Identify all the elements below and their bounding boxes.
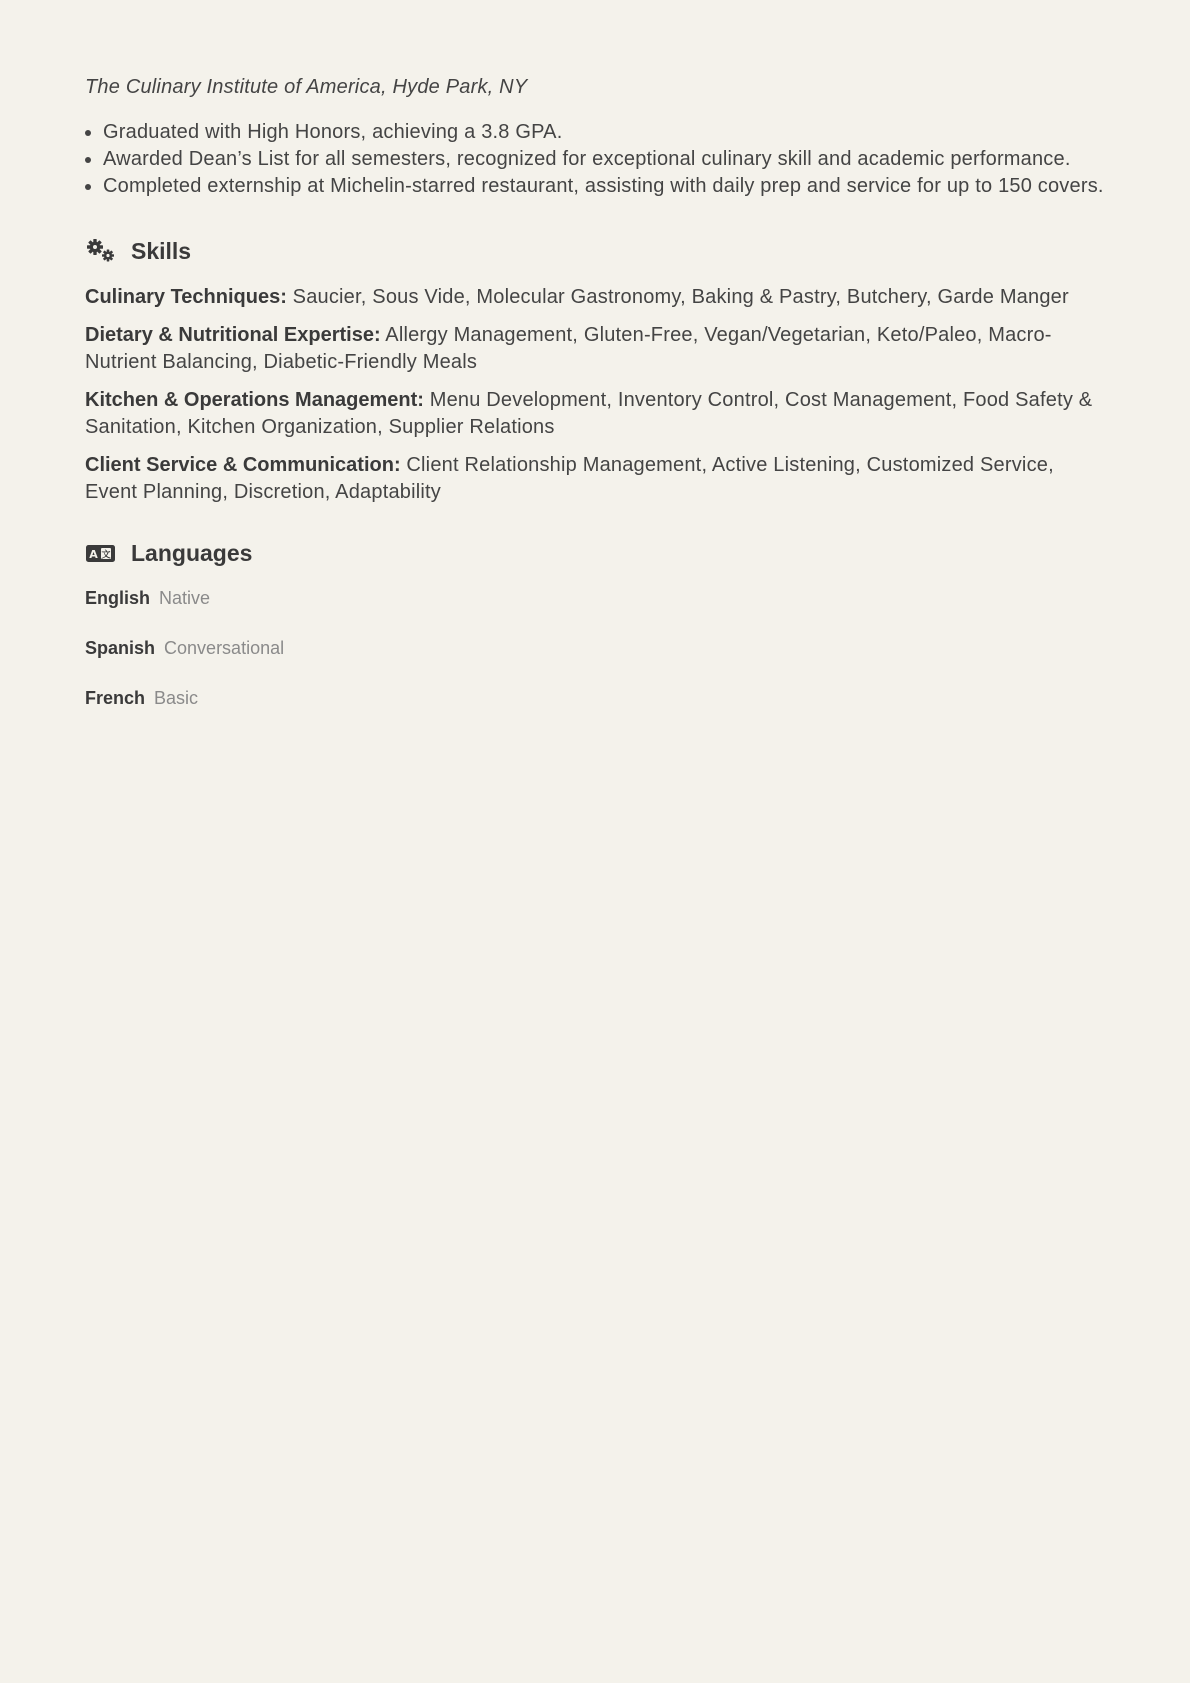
language-name: French bbox=[85, 688, 146, 708]
languages-list bbox=[85, 586, 1105, 710]
language-level: Basic bbox=[154, 688, 199, 708]
list-item: • Graduated with High Honors, achieving a 3.8 GPA. bbox=[103, 119, 1105, 146]
skills-title: Skills bbox=[131, 237, 192, 264]
gears-icon bbox=[85, 238, 117, 264]
skill-value: Saucier, Sous Vide, Molecular Gastronomy, Baking & Pastry, Butchery, Garde Manger bbox=[292, 286, 1069, 308]
language-level: Conversational bbox=[164, 638, 285, 658]
skill-row bbox=[85, 452, 1105, 506]
language-level: Native bbox=[159, 588, 211, 608]
education-bullets bbox=[85, 119, 1105, 200]
skill-row bbox=[85, 322, 1105, 376]
skill-value: Menu Development, Inventory Control, Cost Management, Food Safety & Sanitation, Kitchen Organization, Supplier Relations bbox=[85, 389, 1093, 438]
svg-text:A: A bbox=[89, 548, 98, 561]
language-name: English bbox=[85, 588, 151, 608]
skills-section-header bbox=[85, 236, 1105, 266]
language-row bbox=[85, 686, 1105, 710]
skill-row bbox=[85, 284, 1105, 311]
education-institution: The Culinary Institute of America, Hyde Park, NY bbox=[85, 76, 528, 98]
list-item: • Completed externship at Michelin-starred restaurant, assisting with daily prep and service for up to 150 covers. bbox=[103, 173, 1105, 200]
language-name: Spanish bbox=[85, 638, 156, 658]
svg-text:文: 文 bbox=[101, 550, 111, 561]
resume-page bbox=[85, 76, 1105, 736]
skill-label: Client Service & Communication: bbox=[85, 454, 401, 476]
language-row bbox=[85, 586, 1105, 610]
language-icon bbox=[85, 540, 117, 566]
language-row bbox=[85, 636, 1105, 660]
skill-value: Client Relationship Management, Active Listening, Customized Service, Event Planning, Discretion, Adaptability bbox=[85, 454, 1054, 503]
skill-label: Dietary & Nutritional Expertise: bbox=[85, 324, 381, 346]
languages-title: Languages bbox=[131, 539, 253, 566]
skill-label: Culinary Techniques: bbox=[85, 286, 287, 308]
skill-row bbox=[85, 387, 1105, 441]
languages-section-header bbox=[85, 538, 1105, 568]
skill-label: Kitchen & Operations Management: bbox=[85, 389, 424, 411]
skill-value: Allergy Management, Gluten-Free, Vegan/Vegetarian, Keto/Paleo, Macro-Nutrient Balancing, Diabetic-Friendly Meals bbox=[85, 324, 1052, 373]
list-item: • Awarded Dean’s List for all semesters, recognized for exceptional culinary skill and academic performance. bbox=[103, 146, 1105, 173]
skills-list bbox=[85, 284, 1105, 506]
